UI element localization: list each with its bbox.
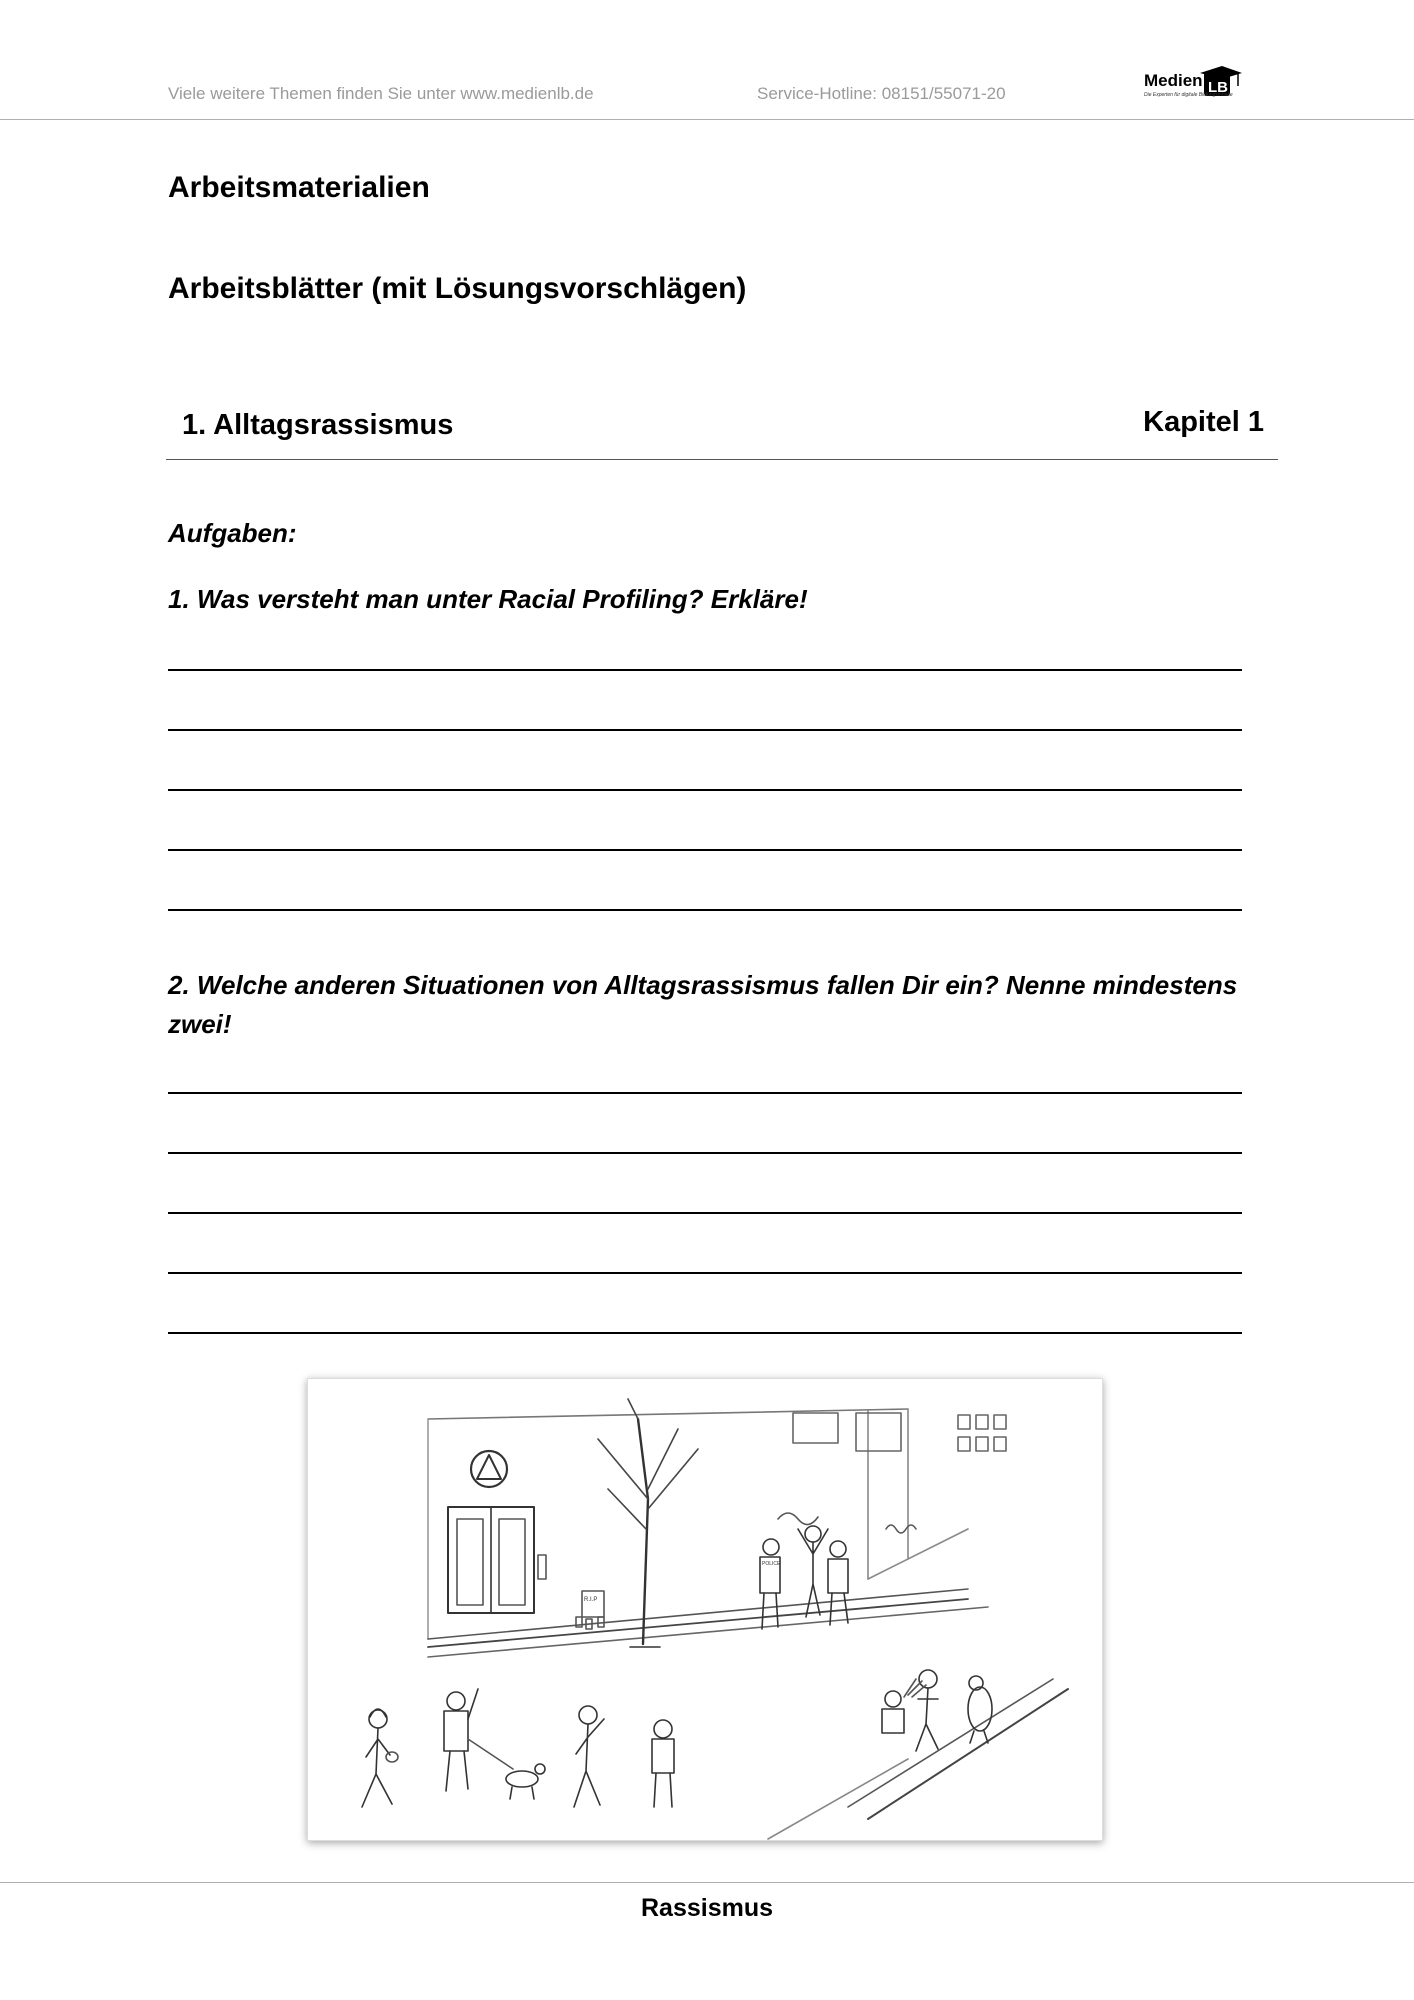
answer-line[interactable]: [168, 1272, 1242, 1274]
answer-line[interactable]: [168, 909, 1242, 911]
memorial-sign-text: R.I.P: [584, 1597, 598, 1603]
page-subtitle: Arbeitsblätter (mit Lösungsvorschlägen): [168, 272, 747, 305]
chapter-heading: 1. Alltagsrassismus: [182, 409, 454, 441]
header-hotline-text: Service-Hotline: 08151/55071-20: [757, 84, 1006, 103]
question-2: 2. Welche anderen Situationen von Alltagsrassismus fallen Dir ein? Nenne mindestens zwei!: [168, 970, 1238, 1039]
answer-line[interactable]: [168, 669, 1242, 671]
answer-line[interactable]: [168, 729, 1242, 731]
street-scene-sketch-icon: [308, 1379, 1102, 1840]
answer-line[interactable]: [168, 1152, 1242, 1154]
chapter-label: Kapitel 1: [1143, 406, 1264, 438]
street-scene-illustration: [307, 1378, 1103, 1841]
answer-line[interactable]: [168, 789, 1242, 791]
footer-divider: [0, 1882, 1414, 1883]
answer-line[interactable]: [168, 1332, 1242, 1334]
page-title: Arbeitsmaterialien: [168, 171, 430, 204]
footer-title: Rassismus: [640, 1894, 774, 1922]
question-1: 1. Was versteht man unter Racial Profiling? Erkläre!: [168, 584, 808, 614]
logo-badge-text: LB: [1208, 79, 1228, 96]
section-divider: [166, 459, 1278, 460]
header-divider: [0, 119, 1414, 120]
police-label-text: POLICE: [762, 1561, 781, 1567]
header-website-text: Viele weitere Themen finden Sie unter www.medienlb.de: [168, 84, 594, 103]
answer-line[interactable]: [168, 1212, 1242, 1214]
answer-line[interactable]: [168, 1092, 1242, 1094]
tasks-label: Aufgaben:: [168, 518, 297, 548]
answer-line[interactable]: [168, 849, 1242, 851]
logo-text: Medien: [1144, 71, 1203, 90]
medienlb-logo: [1138, 62, 1246, 108]
logo-tagline: Die Experten für digitale Bildungsinhalte: [1144, 92, 1233, 98]
